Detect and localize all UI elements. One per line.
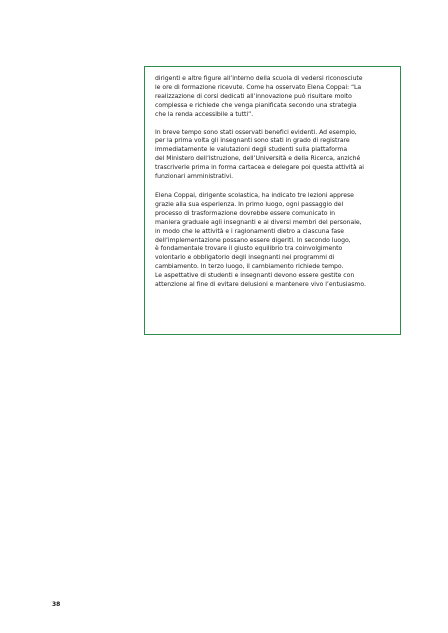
paragraph-spacer	[155, 182, 392, 192]
paragraph-training-hours: dirigenti e altre figure all’interno della scuola di vedersi riconosciute le ore di formazione ricevute. Come ha osservato Elena Coppai: “La realizzazione di corsi dedicati all’innovazione può risultare molto complessa e richiede che venga pianificata secondo una strategia che la renda accessibile a tutti”.	[155, 75, 363, 118]
paragraph-spacer	[155, 120, 392, 129]
paragraph-benefits: In breve tempo sono stati osservati benefici evidenti. Ad esempio, per la prima volta gli insegnanti sono stati in grado di registrare immediatamente le valutazioni degli studenti sulla piattaforma del Ministero dell’Istruzione, dell’Università e della Ricerca, anziché trascriverle prima in forma cartacea e delegare poi questa attività ai funzionari amministrativi.	[155, 128, 364, 181]
paragraph-lessons-learned: Elena Coppai, dirigente scolastica, ha indicato tre lezioni apprese grazie alla sua esperienza. In primo luogo, ogni passaggio del processo di trasformazione dovrebbe essere comunicato in maniera graduale agli insegnanti e ai diversi membri del personale, in modo che le attività e i ragionamenti dietro a ciascuna fase dell’implementazione possano essere digeriti. In secondo luogo, è fondamentale trovare il giusto equilibrio tra coinvolgimento volontario e obbligatorio degli insegnanti nei programmi di cambiamento. In terzo luogo, il cambiamento richiede tempo. Le aspettative di studenti e insegnanti devono essere gestite con attenzione al fine di evitare delusioni e mantenere vivo l’entusiasmo.	[155, 191, 366, 289]
page-number: 38	[52, 601, 61, 608]
highlighted-text-box	[144, 66, 401, 335]
